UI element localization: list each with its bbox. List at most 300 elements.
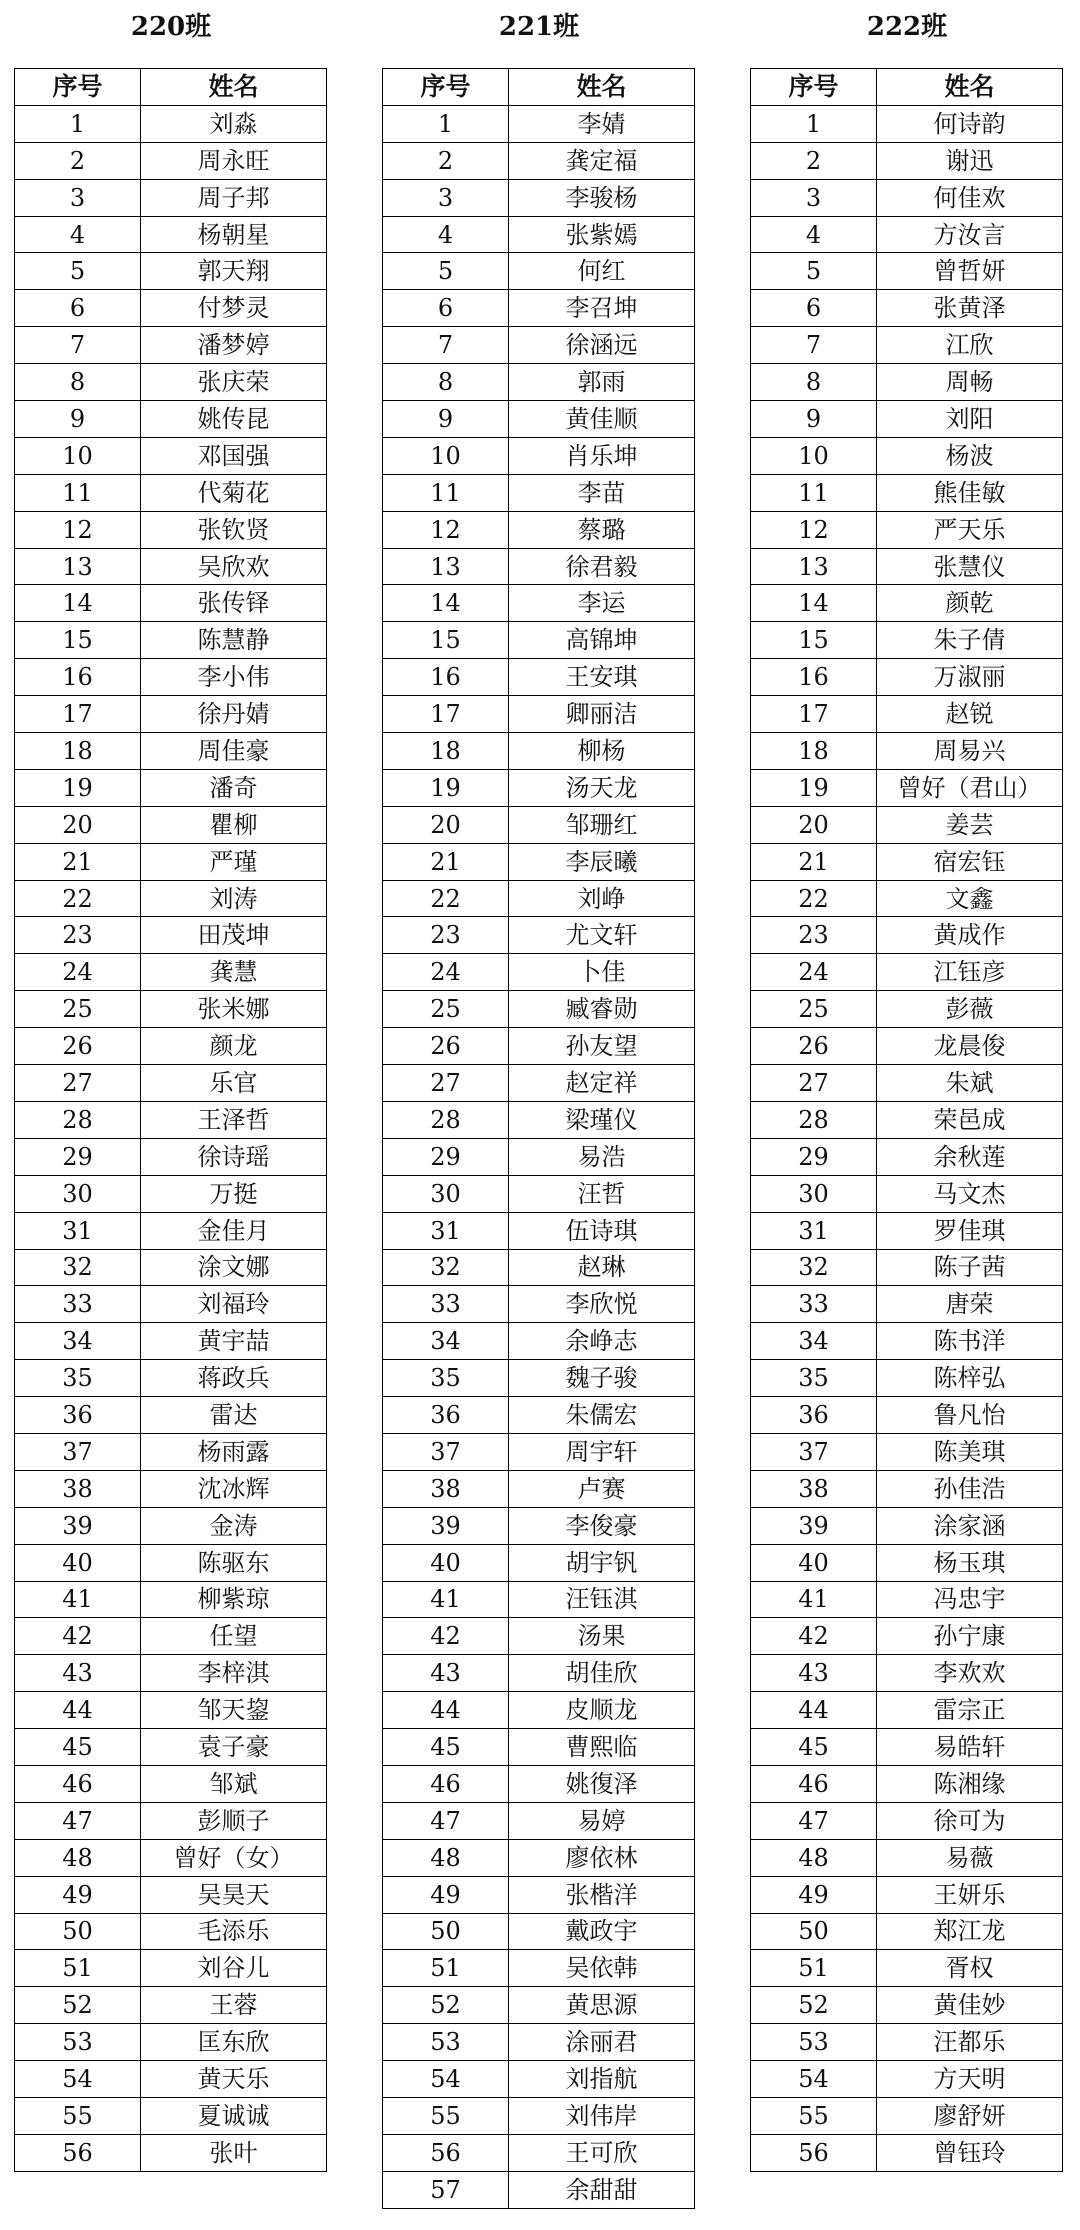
student-number: 20 bbox=[15, 806, 141, 843]
student-number: 55 bbox=[15, 2097, 141, 2134]
table-row bbox=[751, 364, 1063, 401]
table-row bbox=[751, 1655, 1063, 1692]
student-name: 李召坤 bbox=[509, 290, 695, 327]
student-name: 严瑾 bbox=[141, 843, 327, 880]
student-name: 王蓉 bbox=[141, 1987, 327, 2024]
student-name: 刘福玲 bbox=[141, 1286, 327, 1323]
student-name: 朱斌 bbox=[877, 1065, 1063, 1102]
student-name: 余秋莲 bbox=[877, 1138, 1063, 1175]
class-block bbox=[14, 0, 328, 2230]
table-row bbox=[15, 2134, 327, 2171]
student-name: 陈驱东 bbox=[141, 1544, 327, 1581]
student-number: 18 bbox=[383, 733, 509, 770]
class-block bbox=[750, 0, 1064, 2230]
student-number: 41 bbox=[383, 1581, 509, 1618]
student-name: 刘谷儿 bbox=[141, 1950, 327, 1987]
header-name: 姓名 bbox=[877, 69, 1063, 106]
table-row bbox=[383, 806, 695, 843]
table-row bbox=[383, 585, 695, 622]
student-name: 杨波 bbox=[877, 437, 1063, 474]
table-row bbox=[751, 1212, 1063, 1249]
student-name: 万淑丽 bbox=[877, 659, 1063, 696]
student-number: 30 bbox=[383, 1175, 509, 1212]
table-row bbox=[383, 1065, 695, 1102]
student-number: 26 bbox=[751, 1028, 877, 1065]
student-name: 卢赛 bbox=[509, 1470, 695, 1507]
student-number: 16 bbox=[15, 659, 141, 696]
student-number: 33 bbox=[15, 1286, 141, 1323]
table-row bbox=[15, 1655, 327, 1692]
student-number: 40 bbox=[751, 1544, 877, 1581]
table-row bbox=[383, 1581, 695, 1618]
student-number: 23 bbox=[751, 917, 877, 954]
student-number: 11 bbox=[383, 474, 509, 511]
table-row bbox=[15, 1913, 327, 1950]
table-row bbox=[15, 806, 327, 843]
student-name: 赵锐 bbox=[877, 696, 1063, 733]
table-row bbox=[15, 1544, 327, 1581]
student-number: 53 bbox=[383, 2024, 509, 2061]
student-name: 宿宏钰 bbox=[877, 843, 1063, 880]
student-number: 54 bbox=[383, 2061, 509, 2098]
roster-table bbox=[382, 68, 695, 2209]
header-name: 姓名 bbox=[141, 69, 327, 106]
student-number: 3 bbox=[15, 179, 141, 216]
student-number: 28 bbox=[383, 1101, 509, 1138]
table-row bbox=[751, 511, 1063, 548]
student-number: 42 bbox=[15, 1618, 141, 1655]
student-number: 29 bbox=[383, 1138, 509, 1175]
student-name: 陈美琪 bbox=[877, 1433, 1063, 1470]
student-name: 陈梓弘 bbox=[877, 1360, 1063, 1397]
table-row bbox=[15, 1028, 327, 1065]
student-name: 陈书洋 bbox=[877, 1323, 1063, 1360]
student-name: 臧睿勋 bbox=[509, 991, 695, 1028]
student-number: 14 bbox=[751, 585, 877, 622]
student-name: 张庆荣 bbox=[141, 364, 327, 401]
student-name: 廖依林 bbox=[509, 1839, 695, 1876]
table-row bbox=[15, 216, 327, 253]
student-number: 33 bbox=[383, 1286, 509, 1323]
student-number: 24 bbox=[751, 954, 877, 991]
student-number: 40 bbox=[383, 1544, 509, 1581]
table-row bbox=[751, 1323, 1063, 1360]
student-name: 吴依韩 bbox=[509, 1950, 695, 1987]
table-row bbox=[15, 954, 327, 991]
class-block bbox=[382, 0, 696, 2230]
table-row bbox=[383, 2134, 695, 2171]
table-row bbox=[15, 880, 327, 917]
student-number: 27 bbox=[15, 1065, 141, 1102]
student-number: 21 bbox=[751, 843, 877, 880]
student-number: 1 bbox=[383, 105, 509, 142]
student-name: 沈冰辉 bbox=[141, 1470, 327, 1507]
student-number: 34 bbox=[383, 1323, 509, 1360]
student-number: 46 bbox=[751, 1765, 877, 1802]
student-number: 19 bbox=[383, 769, 509, 806]
student-number: 57 bbox=[383, 2171, 509, 2208]
student-name: 李婧 bbox=[509, 105, 695, 142]
student-number: 18 bbox=[15, 733, 141, 770]
student-number: 7 bbox=[15, 327, 141, 364]
student-number: 34 bbox=[751, 1323, 877, 1360]
student-name: 方汝言 bbox=[877, 216, 1063, 253]
table-row bbox=[751, 1876, 1063, 1913]
student-number: 2 bbox=[751, 142, 877, 179]
table-row bbox=[751, 105, 1063, 142]
student-name: 姜芸 bbox=[877, 806, 1063, 843]
student-name: 杨雨露 bbox=[141, 1433, 327, 1470]
student-number: 50 bbox=[751, 1913, 877, 1950]
student-name: 刘淼 bbox=[141, 105, 327, 142]
student-name: 瞿柳 bbox=[141, 806, 327, 843]
table-row bbox=[383, 401, 695, 438]
table-row bbox=[15, 991, 327, 1028]
table-row bbox=[751, 1065, 1063, 1102]
student-number: 12 bbox=[751, 511, 877, 548]
table-row bbox=[15, 1065, 327, 1102]
table-row bbox=[383, 1655, 695, 1692]
student-name: 何诗韵 bbox=[877, 105, 1063, 142]
table-row bbox=[383, 474, 695, 511]
student-number: 30 bbox=[15, 1175, 141, 1212]
student-name: 柳杨 bbox=[509, 733, 695, 770]
table-row bbox=[15, 1138, 327, 1175]
student-number: 3 bbox=[383, 179, 509, 216]
student-number: 42 bbox=[751, 1618, 877, 1655]
student-name: 杨朝星 bbox=[141, 216, 327, 253]
student-name: 胡宇钒 bbox=[509, 1544, 695, 1581]
table-row bbox=[383, 290, 695, 327]
student-name: 熊佳敏 bbox=[877, 474, 1063, 511]
student-number: 45 bbox=[751, 1729, 877, 1766]
table-row bbox=[15, 1433, 327, 1470]
student-name: 黄佳妙 bbox=[877, 1987, 1063, 2024]
student-number: 28 bbox=[15, 1101, 141, 1138]
table-row bbox=[751, 954, 1063, 991]
student-name: 易浩 bbox=[509, 1138, 695, 1175]
student-name: 陈湘缘 bbox=[877, 1765, 1063, 1802]
student-name: 周易兴 bbox=[877, 733, 1063, 770]
table-row bbox=[751, 733, 1063, 770]
table-row bbox=[751, 991, 1063, 1028]
table-row bbox=[383, 1802, 695, 1839]
student-number: 48 bbox=[751, 1839, 877, 1876]
student-name: 陈子茜 bbox=[877, 1249, 1063, 1286]
student-number: 18 bbox=[751, 733, 877, 770]
student-number: 35 bbox=[751, 1360, 877, 1397]
table-row bbox=[751, 216, 1063, 253]
table-row bbox=[751, 1581, 1063, 1618]
table-row bbox=[15, 1175, 327, 1212]
student-name: 王可欣 bbox=[509, 2134, 695, 2171]
student-name: 周子邦 bbox=[141, 179, 327, 216]
student-name: 马文杰 bbox=[877, 1175, 1063, 1212]
table-row bbox=[383, 2171, 695, 2208]
table-row bbox=[751, 696, 1063, 733]
student-number: 53 bbox=[15, 2024, 141, 2061]
student-name: 荣邑成 bbox=[877, 1101, 1063, 1138]
student-name: 张黄泽 bbox=[877, 290, 1063, 327]
table-row bbox=[383, 1618, 695, 1655]
table-row bbox=[15, 1839, 327, 1876]
table-row bbox=[15, 2024, 327, 2061]
student-number: 39 bbox=[383, 1507, 509, 1544]
header-number: 序号 bbox=[15, 69, 141, 106]
table-row bbox=[383, 437, 695, 474]
student-name: 廖舒妍 bbox=[877, 2097, 1063, 2134]
table-row bbox=[15, 142, 327, 179]
student-name: 黄宇喆 bbox=[141, 1323, 327, 1360]
student-number: 4 bbox=[383, 216, 509, 253]
student-name: 汪钰淇 bbox=[509, 1581, 695, 1618]
table-row bbox=[383, 1360, 695, 1397]
student-number: 34 bbox=[15, 1323, 141, 1360]
student-name: 何红 bbox=[509, 253, 695, 290]
student-name: 胥权 bbox=[877, 1950, 1063, 1987]
student-number: 28 bbox=[751, 1101, 877, 1138]
student-name: 江钰彦 bbox=[877, 954, 1063, 991]
student-name: 方天明 bbox=[877, 2061, 1063, 2098]
table-row bbox=[383, 1765, 695, 1802]
student-number: 21 bbox=[383, 843, 509, 880]
student-name: 刘涛 bbox=[141, 880, 327, 917]
table-row bbox=[383, 622, 695, 659]
table-header-row bbox=[15, 69, 327, 106]
student-number: 2 bbox=[383, 142, 509, 179]
table-row bbox=[383, 1729, 695, 1766]
student-name: 龚定福 bbox=[509, 142, 695, 179]
table-row bbox=[15, 474, 327, 511]
student-number: 40 bbox=[15, 1544, 141, 1581]
student-number: 44 bbox=[751, 1692, 877, 1729]
student-number: 12 bbox=[383, 511, 509, 548]
student-number: 27 bbox=[751, 1065, 877, 1102]
student-name: 尤文轩 bbox=[509, 917, 695, 954]
class-title: 222班 bbox=[866, 12, 948, 42]
student-name: 袁子豪 bbox=[141, 1729, 327, 1766]
table-row bbox=[751, 142, 1063, 179]
table-row bbox=[751, 401, 1063, 438]
table-row bbox=[15, 364, 327, 401]
student-name: 吴昊天 bbox=[141, 1876, 327, 1913]
table-row bbox=[751, 622, 1063, 659]
student-number: 6 bbox=[383, 290, 509, 327]
student-number: 45 bbox=[383, 1729, 509, 1766]
student-name: 卜佳 bbox=[509, 954, 695, 991]
student-number: 46 bbox=[383, 1765, 509, 1802]
student-name: 郭天翔 bbox=[141, 253, 327, 290]
student-number: 50 bbox=[383, 1913, 509, 1950]
table-row bbox=[383, 179, 695, 216]
table-row bbox=[751, 1729, 1063, 1766]
table-row bbox=[383, 733, 695, 770]
student-name: 易皓轩 bbox=[877, 1729, 1063, 1766]
student-name: 江欣 bbox=[877, 327, 1063, 364]
table-row bbox=[383, 1433, 695, 1470]
table-row bbox=[383, 2061, 695, 2098]
student-name: 高锦坤 bbox=[509, 622, 695, 659]
student-name: 邹天鋆 bbox=[141, 1692, 327, 1729]
table-row bbox=[751, 1839, 1063, 1876]
student-number: 48 bbox=[15, 1839, 141, 1876]
student-name: 张慧仪 bbox=[877, 548, 1063, 585]
student-name: 曾钰玲 bbox=[877, 2134, 1063, 2171]
student-number: 16 bbox=[751, 659, 877, 696]
table-row bbox=[15, 1765, 327, 1802]
student-number: 47 bbox=[15, 1802, 141, 1839]
student-number: 46 bbox=[15, 1765, 141, 1802]
student-name: 金佳月 bbox=[141, 1212, 327, 1249]
student-number: 37 bbox=[15, 1433, 141, 1470]
table-row bbox=[383, 1175, 695, 1212]
student-number: 26 bbox=[383, 1028, 509, 1065]
student-name: 颜乾 bbox=[877, 585, 1063, 622]
table-row bbox=[383, 1138, 695, 1175]
table-row bbox=[15, 769, 327, 806]
table-row bbox=[15, 585, 327, 622]
student-number: 3 bbox=[751, 179, 877, 216]
student-number: 13 bbox=[751, 548, 877, 585]
student-number: 13 bbox=[15, 548, 141, 585]
table-row bbox=[383, 1323, 695, 1360]
student-number: 37 bbox=[751, 1433, 877, 1470]
table-row bbox=[15, 253, 327, 290]
student-number: 36 bbox=[751, 1397, 877, 1434]
student-name: 罗佳琪 bbox=[877, 1212, 1063, 1249]
table-row bbox=[751, 1175, 1063, 1212]
table-row bbox=[15, 1950, 327, 1987]
student-name: 刘伟岸 bbox=[509, 2097, 695, 2134]
student-name: 涂丽君 bbox=[509, 2024, 695, 2061]
student-number: 32 bbox=[383, 1249, 509, 1286]
student-name: 黄思源 bbox=[509, 1987, 695, 2024]
table-row bbox=[751, 2061, 1063, 2098]
student-name: 金涛 bbox=[141, 1507, 327, 1544]
table-row bbox=[15, 1581, 327, 1618]
student-name: 文鑫 bbox=[877, 880, 1063, 917]
student-name: 赵琳 bbox=[509, 1249, 695, 1286]
student-name: 毛添乐 bbox=[141, 1913, 327, 1950]
table-row bbox=[383, 253, 695, 290]
student-name: 郑江龙 bbox=[877, 1913, 1063, 1950]
student-name: 任望 bbox=[141, 1618, 327, 1655]
student-name: 张钦贤 bbox=[141, 511, 327, 548]
header-number: 序号 bbox=[751, 69, 877, 106]
table-row bbox=[751, 179, 1063, 216]
student-number: 51 bbox=[751, 1950, 877, 1987]
student-number: 9 bbox=[15, 401, 141, 438]
student-name: 冯忠宇 bbox=[877, 1581, 1063, 1618]
header-number: 序号 bbox=[383, 69, 509, 106]
student-name: 蔡璐 bbox=[509, 511, 695, 548]
student-name: 王泽哲 bbox=[141, 1101, 327, 1138]
student-number: 29 bbox=[751, 1138, 877, 1175]
table-row bbox=[751, 327, 1063, 364]
table-row bbox=[383, 659, 695, 696]
student-number: 38 bbox=[15, 1470, 141, 1507]
student-name: 余峥志 bbox=[509, 1323, 695, 1360]
table-row bbox=[751, 1138, 1063, 1175]
table-row bbox=[15, 843, 327, 880]
student-number: 7 bbox=[751, 327, 877, 364]
student-name: 刘阳 bbox=[877, 401, 1063, 438]
student-number: 51 bbox=[383, 1950, 509, 1987]
student-number: 52 bbox=[383, 1987, 509, 2024]
student-name: 刘指航 bbox=[509, 2061, 695, 2098]
student-name: 周宇轩 bbox=[509, 1433, 695, 1470]
student-name: 李运 bbox=[509, 585, 695, 622]
student-name: 彭顺子 bbox=[141, 1802, 327, 1839]
table-row bbox=[15, 1692, 327, 1729]
table-row bbox=[383, 1876, 695, 1913]
student-number: 32 bbox=[15, 1249, 141, 1286]
student-number: 1 bbox=[751, 105, 877, 142]
student-name: 雷达 bbox=[141, 1397, 327, 1434]
student-name: 周畅 bbox=[877, 364, 1063, 401]
table-row bbox=[751, 1360, 1063, 1397]
table-row bbox=[383, 1544, 695, 1581]
student-name: 鲁凡怡 bbox=[877, 1397, 1063, 1434]
student-number: 5 bbox=[15, 253, 141, 290]
student-number: 52 bbox=[751, 1987, 877, 2024]
table-row bbox=[383, 917, 695, 954]
table-row bbox=[15, 401, 327, 438]
student-number: 14 bbox=[15, 585, 141, 622]
student-name: 邹珊红 bbox=[509, 806, 695, 843]
student-name: 赵定祥 bbox=[509, 1065, 695, 1102]
table-row bbox=[751, 917, 1063, 954]
student-name: 吴欣欢 bbox=[141, 548, 327, 585]
student-name: 周佳豪 bbox=[141, 733, 327, 770]
table-row bbox=[15, 437, 327, 474]
table-row bbox=[383, 880, 695, 917]
student-name: 李小伟 bbox=[141, 659, 327, 696]
table-row bbox=[383, 1507, 695, 1544]
table-row bbox=[15, 1360, 327, 1397]
student-number: 41 bbox=[751, 1581, 877, 1618]
table-row bbox=[751, 1802, 1063, 1839]
table-row bbox=[751, 1950, 1063, 1987]
table-row bbox=[383, 511, 695, 548]
student-name: 汤天龙 bbox=[509, 769, 695, 806]
student-number: 22 bbox=[15, 880, 141, 917]
student-number: 25 bbox=[383, 991, 509, 1028]
student-name: 易薇 bbox=[877, 1839, 1063, 1876]
table-row bbox=[751, 659, 1063, 696]
student-name: 田茂坤 bbox=[141, 917, 327, 954]
student-name: 胡佳欣 bbox=[509, 1655, 695, 1692]
student-number: 25 bbox=[15, 991, 141, 1028]
student-number: 43 bbox=[751, 1655, 877, 1692]
student-name: 朱子倩 bbox=[877, 622, 1063, 659]
student-number: 23 bbox=[15, 917, 141, 954]
student-number: 56 bbox=[15, 2134, 141, 2171]
table-header-row bbox=[751, 69, 1063, 106]
class-title: 220班 bbox=[130, 12, 212, 42]
student-number: 53 bbox=[751, 2024, 877, 2061]
student-number: 47 bbox=[383, 1802, 509, 1839]
student-number: 12 bbox=[15, 511, 141, 548]
student-name: 曾好（君山） bbox=[877, 769, 1063, 806]
student-number: 44 bbox=[383, 1692, 509, 1729]
table-row bbox=[383, 327, 695, 364]
table-row bbox=[15, 2097, 327, 2134]
student-name: 邹斌 bbox=[141, 1765, 327, 1802]
student-name: 龚慧 bbox=[141, 954, 327, 991]
table-row bbox=[383, 1987, 695, 2024]
table-row bbox=[15, 917, 327, 954]
